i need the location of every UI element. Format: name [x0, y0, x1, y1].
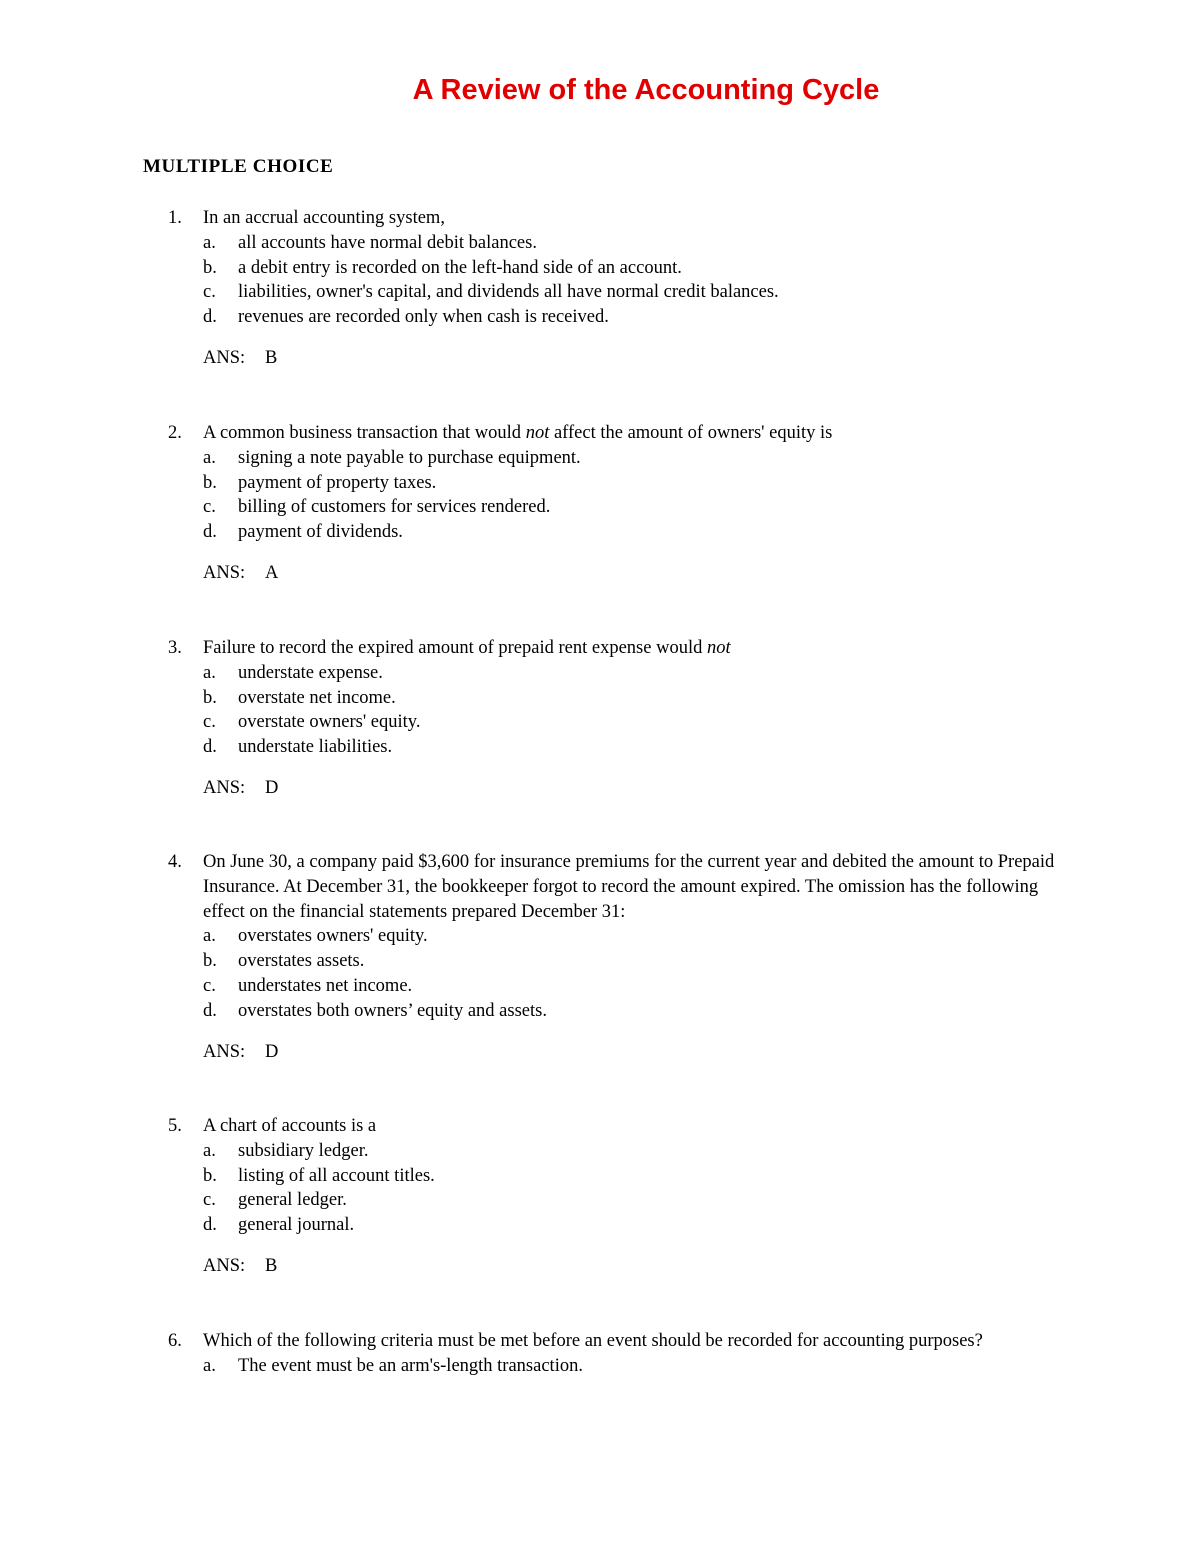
stem-text: On June 30, a company paid $3,600 for insurance premiums for the current year and debited the amount to Prepaid Insurance. At December 31, the bookkeeper forgot to record the amount expired. The omission has the following effect on the financial statements prepared December 31:: [203, 852, 1055, 922]
choice-letter: a.: [203, 1355, 216, 1376]
choice-list: [203, 924, 1068, 1023]
choice-item: [203, 710, 1068, 735]
stem-text-after: affect the amount of owners' equity is: [549, 423, 833, 443]
choice-list: [203, 446, 1068, 545]
question-number: 5.: [168, 1116, 182, 1136]
choice-text: payment of dividends.: [238, 522, 403, 543]
choice-item: [203, 471, 1068, 496]
question-number: 1.: [168, 208, 182, 228]
question-3: [168, 636, 1068, 801]
question-stem: [203, 1329, 1068, 1354]
choice-item: [203, 495, 1068, 520]
choice-item: [203, 280, 1068, 305]
answer-line: [203, 1254, 1068, 1279]
question-stem: [203, 1114, 1068, 1139]
answer-value: D: [265, 777, 279, 798]
choice-list: [203, 1139, 1068, 1238]
question-stem: [203, 850, 1068, 924]
choice-item: [203, 999, 1068, 1024]
choice-item: [203, 231, 1068, 256]
choice-letter: b.: [203, 472, 217, 493]
stem-text: A chart of accounts is a: [203, 1116, 377, 1136]
answer-line: [203, 346, 1068, 371]
choice-item: [203, 256, 1068, 281]
question-6: [168, 1329, 1068, 1379]
choice-text: a debit entry is recorded on the left-hand side of an account.: [238, 257, 682, 278]
choice-letter: a.: [203, 662, 216, 683]
answer-value: A: [265, 562, 279, 583]
question-5: [168, 1114, 1068, 1279]
choice-letter: d.: [203, 1000, 217, 1021]
choice-text: overstates assets.: [238, 951, 365, 972]
choice-text: revenues are recorded only when cash is received.: [238, 307, 609, 328]
choice-text: overstate owners' equity.: [238, 712, 421, 733]
question-number: 6.: [168, 1331, 182, 1351]
choice-text: payment of property taxes.: [238, 472, 437, 493]
answer-label: ANS:: [203, 777, 246, 798]
choice-letter: d.: [203, 307, 217, 328]
choice-item: [203, 1164, 1068, 1189]
choice-letter: c.: [203, 712, 216, 733]
choice-text: liabilities, owner's capital, and dividends all have normal credit balances.: [238, 282, 779, 303]
stem-emphasis: not: [706, 638, 731, 658]
choice-letter: b.: [203, 257, 217, 278]
choice-item: [203, 949, 1068, 974]
question-stem: [203, 636, 1068, 661]
choice-letter: c.: [203, 975, 216, 996]
stem-text: Failure to record the expired amount of prepaid rent expense would: [203, 638, 707, 658]
choice-letter: d.: [203, 737, 217, 758]
question-1: [168, 206, 1068, 371]
choice-text: overstate net income.: [238, 687, 396, 708]
choice-item: [203, 661, 1068, 686]
choice-text: listing of all account titles.: [238, 1165, 435, 1186]
choice-item: [203, 305, 1068, 330]
choice-letter: d.: [203, 522, 217, 543]
choice-list: [203, 231, 1068, 330]
choice-letter: c.: [203, 1190, 216, 1211]
answer-value: B: [265, 1255, 278, 1276]
choice-item: [203, 1188, 1068, 1213]
choice-text: The event must be an arm's-length transaction.: [238, 1355, 583, 1376]
choice-letter: a.: [203, 926, 216, 947]
stem-text: In an accrual accounting system,: [203, 208, 445, 228]
choice-item: [203, 1213, 1068, 1238]
choice-letter: d.: [203, 1215, 217, 1236]
choice-item: [203, 974, 1068, 999]
choice-letter: b.: [203, 687, 217, 708]
question-stem: [203, 206, 1068, 231]
answer-label: ANS:: [203, 347, 246, 368]
choice-item: [203, 924, 1068, 949]
choice-item: [203, 686, 1068, 711]
answer-value: B: [265, 347, 278, 368]
choice-text: understates net income.: [238, 975, 413, 996]
choice-text: signing a note payable to purchase equipment.: [238, 447, 581, 468]
question-stem: [203, 421, 1068, 446]
choice-text: understate expense.: [238, 662, 383, 683]
question-number: 3.: [168, 638, 182, 658]
choice-text: general ledger.: [238, 1190, 347, 1211]
choice-text: general journal.: [238, 1215, 355, 1236]
stem-text: Which of the following criteria must be met before an event should be recorded for accounting purposes?: [203, 1331, 983, 1351]
choice-item: [203, 735, 1068, 760]
answer-label: ANS:: [203, 1255, 246, 1276]
answer-label: ANS:: [203, 1041, 246, 1062]
choice-letter: c.: [203, 497, 216, 518]
choice-letter: a.: [203, 232, 216, 253]
answer-line: [203, 561, 1068, 586]
question-2: [168, 421, 1068, 586]
choice-text: subsidiary ledger.: [238, 1140, 369, 1161]
choice-letter: b.: [203, 1165, 217, 1186]
stem-text: A common business transaction that would: [203, 423, 526, 443]
choice-item: [203, 520, 1068, 545]
choice-text: overstates both owners’ equity and assets.: [238, 1000, 547, 1021]
choice-list: [203, 661, 1068, 760]
answer-label: ANS:: [203, 562, 246, 583]
choice-item: [203, 446, 1068, 471]
choice-letter: a.: [203, 1140, 216, 1161]
choice-text: overstates owners' equity.: [238, 926, 428, 947]
choice-item: [203, 1354, 1068, 1379]
stem-emphasis: not: [525, 423, 550, 443]
choice-list: [203, 1354, 1068, 1379]
question-number: 2.: [168, 423, 182, 443]
choice-letter: b.: [203, 951, 217, 972]
page-title: A Review of the Accounting Cycle: [412, 74, 880, 106]
answer-line: [203, 776, 1068, 801]
choice-letter: c.: [203, 282, 216, 303]
answer-line: [203, 1040, 1068, 1065]
question-4: [168, 850, 1068, 1064]
question-number: 4.: [168, 852, 182, 872]
choice-letter: a.: [203, 447, 216, 468]
choice-text: understate liabilities.: [238, 737, 393, 758]
section-heading: MULTIPLE CHOICE: [143, 156, 334, 177]
answer-value: D: [265, 1041, 279, 1062]
choice-item: [203, 1139, 1068, 1164]
choice-text: all accounts have normal debit balances.: [238, 232, 537, 253]
choice-text: billing of customers for services rendered.: [238, 497, 551, 518]
